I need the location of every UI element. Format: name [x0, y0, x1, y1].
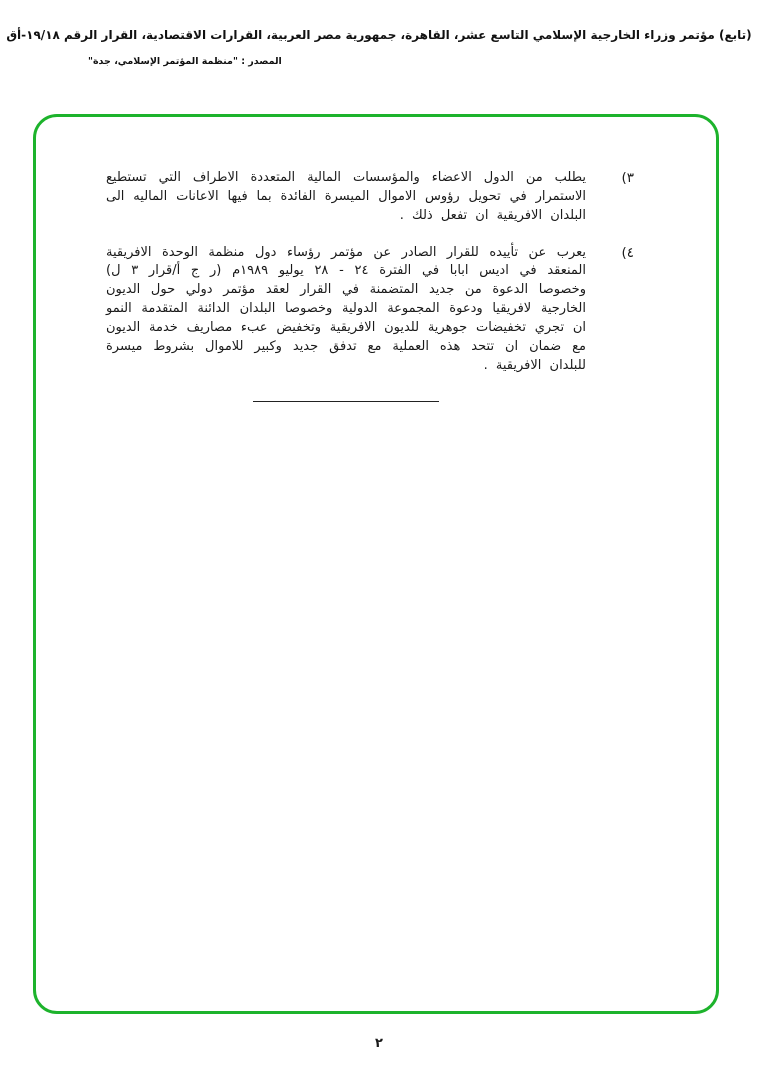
- item-number: ٣): [621, 170, 634, 186]
- list-item: [106, 244, 634, 376]
- document-source-line: المصدر : "منظمة المؤتمر الإسلامي، جدة": [88, 56, 282, 67]
- document-header-title: (تابع) مؤتمر وزراء الخارجية الإسلامي التاسع عشر، القاهرة، جمهورية مصر العربية، القرارات الاقتصادية، القرار الرقم ١٩/١٨-أق: [6, 28, 752, 42]
- item-number: ٤): [621, 244, 634, 261]
- green-border-frame: [33, 114, 719, 1014]
- section-divider: [253, 401, 439, 402]
- document-body: [106, 169, 634, 402]
- page-number: ٢: [375, 1036, 383, 1051]
- item-text: يعرب عن تأييده للقرار الصادر عن مؤتمر رؤساء دول منظمة الوحدة الافريقية المنعقد في اديس ابابا في الفترة ٢٤ - ٢٨ يوليو ١٩٨٩م (ر ج أ/قرار ٣ ل) وخصوصا الدعوة من جديد المتضمنة في القرار لعقد مؤتمر دولي حول الديون الخارجية لافريقيا ودعوة المجموعة الدولية وخصوصا البلدان الدائنة المتقدمة النمو ان تجري تخفيضات جوهرية للديون الافريقية وتخفيض عبء مصاريف خدمة الديون مع ضمان ان تتحد هذه العملية مع تدفق جديد وكبير للاموال بشروط ميسرة للبلدان الافريقية .: [106, 244, 586, 373]
- item-text: يطلب من الدول الاعضاء والمؤسسات المالية المتعددة الاطراف التي تستطيع الاستمرار في تحويل رؤوس الاموال الميسرة الفائدة بما فيها الاعانات الماليه الى البلدان الافريقية ان تفعل ذلك .: [106, 170, 586, 223]
- list-item: [106, 169, 634, 226]
